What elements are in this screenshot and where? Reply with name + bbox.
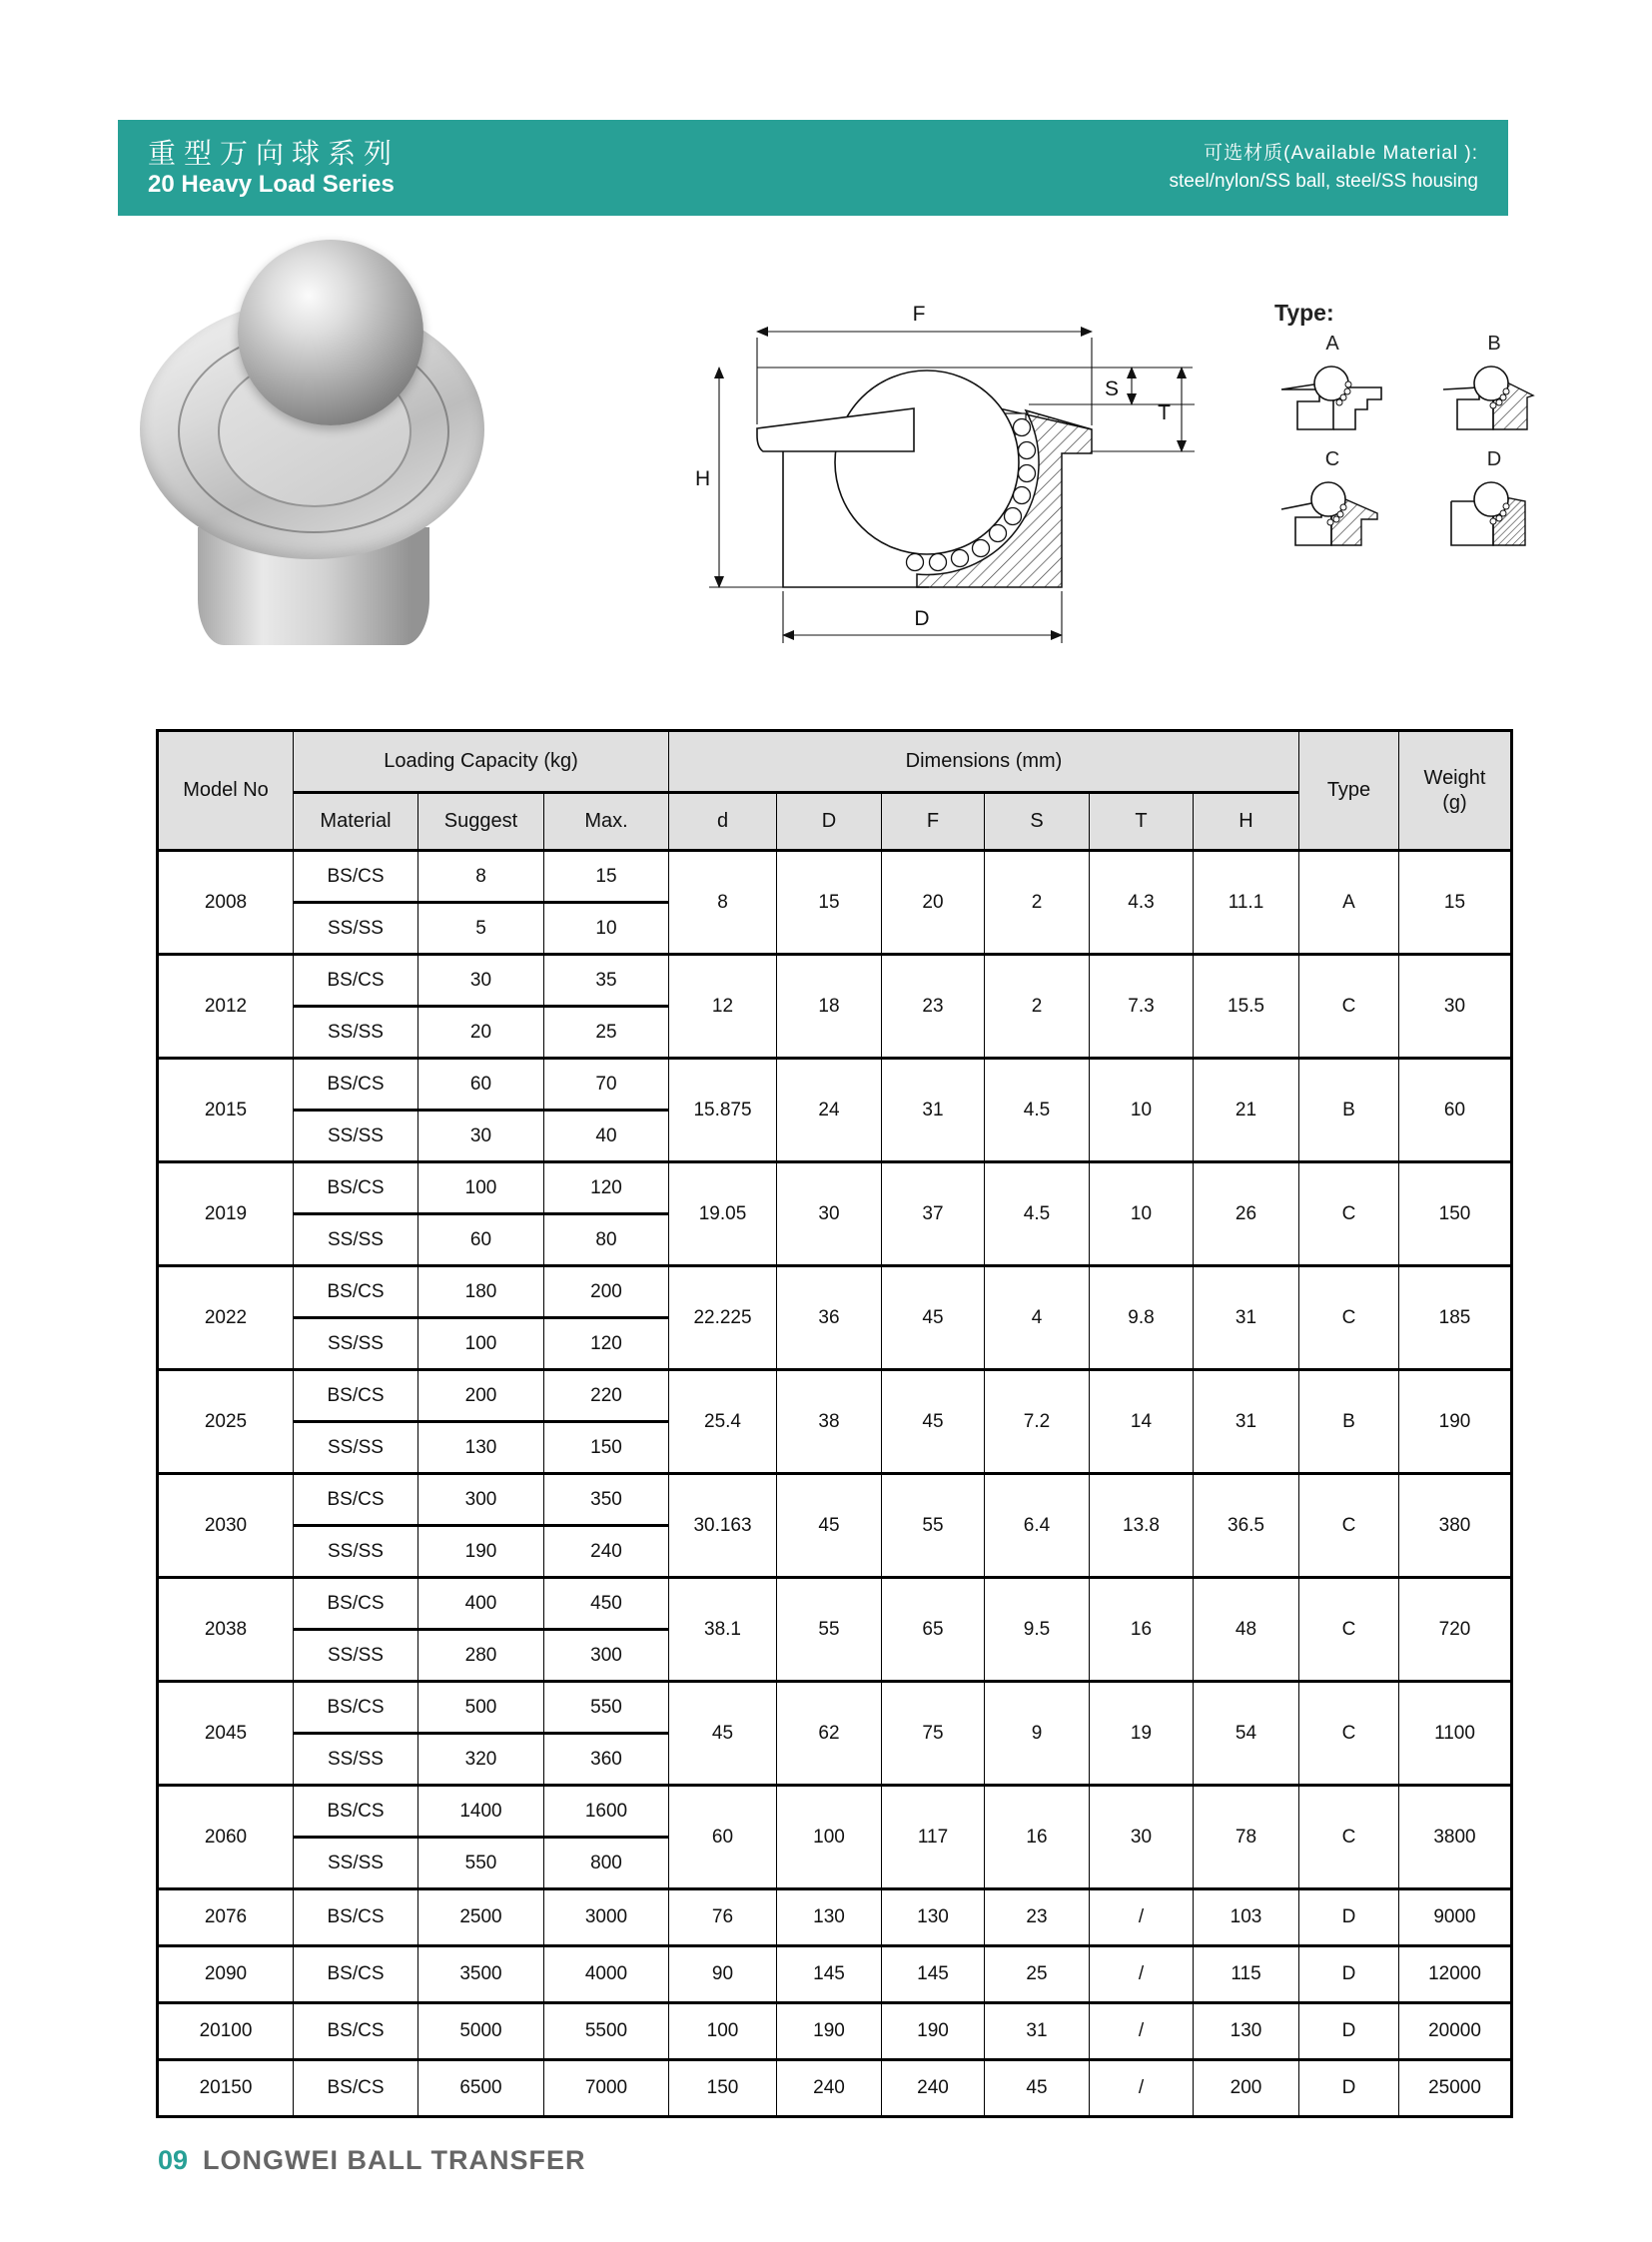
spec-table-head — [158, 731, 1512, 851]
table-row — [158, 1474, 1512, 1526]
max-cell: 120 — [544, 1162, 669, 1214]
suggest-cell: 400 — [418, 1578, 544, 1630]
weight-cell: 190 — [1399, 1370, 1512, 1474]
suggest-cell: 180 — [418, 1266, 544, 1318]
table-row — [158, 2060, 1512, 2117]
dim-cell-D: 30 — [777, 1162, 882, 1266]
type-a-label: A — [1325, 333, 1339, 355]
dim-cell-H: 54 — [1194, 1682, 1299, 1786]
type-cell: D — [1299, 2060, 1399, 2117]
dim-cell-S: 31 — [985, 2003, 1090, 2060]
max-cell: 150 — [544, 1422, 669, 1474]
max-cell: 4000 — [544, 1946, 669, 2003]
photo-ball — [238, 240, 423, 425]
table-row — [158, 1370, 1512, 1422]
dim-cell-F: 23 — [882, 955, 985, 1059]
max-cell: 800 — [544, 1838, 669, 1889]
material-cell: SS/SS — [294, 1007, 418, 1059]
type-c-cell — [1260, 448, 1404, 554]
page-number: 09 — [158, 2145, 189, 2175]
weight-cell: 3800 — [1399, 1786, 1512, 1889]
dim-cell-F: 145 — [882, 1946, 985, 2003]
col-header-loading-capacity: Loading Capacity (kg) — [294, 731, 669, 793]
type-cell: C — [1299, 1474, 1399, 1578]
material-cell: SS/SS — [294, 1526, 418, 1578]
dim-cell-S: 6.4 — [985, 1474, 1090, 1578]
suggest-cell: 550 — [418, 1838, 544, 1889]
suggest-cell: 300 — [418, 1474, 544, 1526]
dim-cell-d: 100 — [669, 2003, 777, 2060]
dim-cell-T: 30 — [1090, 1786, 1194, 1889]
max-cell: 240 — [544, 1526, 669, 1578]
type-cell: C — [1299, 1266, 1399, 1370]
dim-cell-d: 8 — [669, 851, 777, 955]
dim-cell-H: 26 — [1194, 1162, 1299, 1266]
suggest-cell: 1400 — [418, 1786, 544, 1838]
col-header-dim-H: H — [1194, 793, 1299, 851]
dim-cell-T: 19 — [1090, 1682, 1194, 1786]
type-a-cell — [1260, 333, 1404, 438]
dim-cell-S: 4 — [985, 1266, 1090, 1370]
suggest-cell: 60 — [418, 1059, 544, 1111]
table-row — [158, 1682, 1512, 1734]
col-header-suggest: Suggest — [418, 793, 544, 851]
material-cell: SS/SS — [294, 1111, 418, 1162]
col-header-dim-D: D — [777, 793, 882, 851]
table-row — [158, 1946, 1512, 2003]
type-cell: C — [1299, 1682, 1399, 1786]
material-cell: BS/CS — [294, 851, 418, 903]
model-cell: 20150 — [158, 2060, 294, 2117]
col-header-dim-d: d — [669, 793, 777, 851]
type-cell: C — [1299, 955, 1399, 1059]
type-grid — [1260, 333, 1566, 554]
material-cell: BS/CS — [294, 955, 418, 1007]
suggest-cell: 320 — [418, 1734, 544, 1786]
dim-cell-H: 115 — [1194, 1946, 1299, 2003]
type-d-diagram — [1435, 473, 1553, 549]
weight-cell: 20000 — [1399, 2003, 1512, 2060]
max-cell: 80 — [544, 1214, 669, 1266]
max-cell: 300 — [544, 1630, 669, 1682]
model-cell: 2019 — [158, 1162, 294, 1266]
model-cell: 20100 — [158, 2003, 294, 2060]
dim-cell-H: 48 — [1194, 1578, 1299, 1682]
dim-cell-d: 90 — [669, 1946, 777, 2003]
product-photo — [140, 228, 484, 652]
max-cell: 200 — [544, 1266, 669, 1318]
material-cell: BS/CS — [294, 1474, 418, 1526]
type-c-diagram — [1273, 473, 1391, 549]
dim-label-h: H — [695, 467, 711, 490]
max-cell: 70 — [544, 1059, 669, 1111]
max-cell: 35 — [544, 955, 669, 1007]
dim-label-s: S — [1104, 377, 1119, 400]
series-title-zh: 重型万向球系列 — [148, 138, 401, 170]
dim-label-d: D — [914, 607, 930, 630]
weight-cell: 9000 — [1399, 1889, 1512, 1946]
dim-cell-S: 7.2 — [985, 1370, 1090, 1474]
model-cell: 2076 — [158, 1889, 294, 1946]
model-cell: 2060 — [158, 1786, 294, 1889]
dim-cell-D: 24 — [777, 1059, 882, 1162]
material-cell: BS/CS — [294, 1786, 418, 1838]
material-cell: BS/CS — [294, 2003, 418, 2060]
table-row — [158, 1059, 1512, 1111]
dim-label-f: F — [912, 303, 926, 326]
material-cell: SS/SS — [294, 1318, 418, 1370]
dim-cell-d: 22.225 — [669, 1266, 777, 1370]
weight-cell: 12000 — [1399, 1946, 1512, 2003]
dim-cell-H: 130 — [1194, 2003, 1299, 2060]
dim-cell-D: 145 — [777, 1946, 882, 2003]
brand-name: LONGWEI BALL TRANSFER — [203, 2145, 586, 2175]
dim-cell-D: 45 — [777, 1474, 882, 1578]
weight-cell: 25000 — [1399, 2060, 1512, 2117]
model-cell: 2090 — [158, 1946, 294, 2003]
dim-cell-S: 9.5 — [985, 1578, 1090, 1682]
dim-cell-H: 200 — [1194, 2060, 1299, 2117]
series-titles — [148, 136, 400, 200]
dim-cell-H: 36.5 — [1194, 1474, 1299, 1578]
dim-cell-T: 14 — [1090, 1370, 1194, 1474]
weight-cell: 720 — [1399, 1578, 1512, 1682]
dim-cell-T: 13.8 — [1090, 1474, 1194, 1578]
material-cell: SS/SS — [294, 903, 418, 955]
table-row — [158, 851, 1512, 903]
max-cell: 3000 — [544, 1889, 669, 1946]
table-row — [158, 955, 1512, 1007]
model-cell: 2015 — [158, 1059, 294, 1162]
dim-cell-D: 36 — [777, 1266, 882, 1370]
weight-cell: 30 — [1399, 955, 1512, 1059]
dim-cell-F: 45 — [882, 1370, 985, 1474]
dim-cell-S: 25 — [985, 1946, 1090, 2003]
dim-cell-D: 38 — [777, 1370, 882, 1474]
type-cell: A — [1299, 851, 1399, 955]
material-cell: SS/SS — [294, 1734, 418, 1786]
available-material-label: 可选材质(Available Material ): — [1204, 143, 1478, 165]
suggest-cell: 500 — [418, 1682, 544, 1734]
material-cell: BS/CS — [294, 2060, 418, 2117]
suggest-cell: 100 — [418, 1162, 544, 1214]
suggest-cell: 200 — [418, 1370, 544, 1422]
model-cell: 2045 — [158, 1682, 294, 1786]
dim-cell-H: 31 — [1194, 1370, 1299, 1474]
suggest-cell: 8 — [418, 851, 544, 903]
dim-cell-d: 25.4 — [669, 1370, 777, 1474]
dim-cell-H: 78 — [1194, 1786, 1299, 1889]
suggest-cell: 6500 — [418, 2060, 544, 2117]
dim-cell-S: 2 — [985, 851, 1090, 955]
dim-cell-D: 55 — [777, 1578, 882, 1682]
dim-cell-d: 60 — [669, 1786, 777, 1889]
max-cell: 7000 — [544, 2060, 669, 2117]
dim-cell-d: 19.05 — [669, 1162, 777, 1266]
col-header-type: Type — [1299, 731, 1399, 851]
dim-cell-F: 117 — [882, 1786, 985, 1889]
left-flange-outline — [757, 408, 914, 451]
model-cell: 2030 — [158, 1474, 294, 1578]
suggest-cell: 280 — [418, 1630, 544, 1682]
material-cell: BS/CS — [294, 1682, 418, 1734]
table-row — [158, 1578, 1512, 1630]
material-cell: SS/SS — [294, 1214, 418, 1266]
suggest-cell: 100 — [418, 1318, 544, 1370]
dim-cell-d: 150 — [669, 2060, 777, 2117]
suggest-cell: 2500 — [418, 1889, 544, 1946]
suggest-cell: 3500 — [418, 1946, 544, 2003]
dim-cell-D: 130 — [777, 1889, 882, 1946]
dim-cell-F: 190 — [882, 2003, 985, 2060]
dim-cell-T: 4.3 — [1090, 851, 1194, 955]
table-row — [158, 1162, 1512, 1214]
available-material-value: steel/nylon/SS ball, steel/SS housing — [1169, 170, 1478, 192]
dim-cell-F: 45 — [882, 1266, 985, 1370]
suggest-cell: 30 — [418, 1111, 544, 1162]
col-header-dimensions: Dimensions (mm) — [669, 731, 1299, 793]
table-row — [158, 2003, 1512, 2060]
max-cell: 360 — [544, 1734, 669, 1786]
dim-cell-H: 31 — [1194, 1266, 1299, 1370]
col-header-dim-T: T — [1090, 793, 1194, 851]
material-cell: BS/CS — [294, 1578, 418, 1630]
dim-cell-d: 15.875 — [669, 1059, 777, 1162]
dim-cell-S: 4.5 — [985, 1059, 1090, 1162]
suggest-cell: 60 — [418, 1214, 544, 1266]
spec-table-body — [158, 851, 1512, 2117]
max-cell: 1600 — [544, 1786, 669, 1838]
weight-cell: 185 — [1399, 1266, 1512, 1370]
weight-cell: 380 — [1399, 1474, 1512, 1578]
type-d-label: D — [1486, 448, 1502, 470]
max-cell: 350 — [544, 1474, 669, 1526]
series-title-en: 20 Heavy Load Series — [148, 171, 395, 199]
table-row — [158, 1266, 1512, 1318]
dim-cell-d: 45 — [669, 1682, 777, 1786]
dim-cell-D: 190 — [777, 2003, 882, 2060]
type-b-cell — [1422, 333, 1566, 438]
dim-cell-d: 76 — [669, 1889, 777, 1946]
type-cell: C — [1299, 1162, 1399, 1266]
model-cell: 2008 — [158, 851, 294, 955]
dim-cell-d: 38.1 — [669, 1578, 777, 1682]
series-header-band — [118, 120, 1508, 216]
type-cell: D — [1299, 1946, 1399, 2003]
dim-cell-d: 30.163 — [669, 1474, 777, 1578]
max-cell: 120 — [544, 1318, 669, 1370]
type-a-diagram — [1273, 358, 1391, 433]
model-cell: 2025 — [158, 1370, 294, 1474]
weight-cell: 60 — [1399, 1059, 1512, 1162]
spec-table — [156, 729, 1513, 2118]
dim-cell-S: 23 — [985, 1889, 1090, 1946]
model-cell: 2012 — [158, 955, 294, 1059]
dim-cell-F: 130 — [882, 1889, 985, 1946]
suggest-cell: 130 — [418, 1422, 544, 1474]
dim-cell-F: 65 — [882, 1578, 985, 1682]
dim-cell-T: 16 — [1090, 1578, 1194, 1682]
suggest-cell: 30 — [418, 955, 544, 1007]
dim-cell-F: 37 — [882, 1162, 985, 1266]
type-cell: D — [1299, 1889, 1399, 1946]
col-header-weight: Weight (g) — [1399, 731, 1512, 851]
weight-cell: 15 — [1399, 851, 1512, 955]
max-cell: 10 — [544, 903, 669, 955]
weight-cell: 1100 — [1399, 1682, 1512, 1786]
dim-cell-S: 16 — [985, 1786, 1090, 1889]
col-header-dim-S: S — [985, 793, 1090, 851]
dim-cell-D: 100 — [777, 1786, 882, 1889]
cross-section-drawing — [677, 268, 1217, 672]
dim-cell-T: / — [1090, 2003, 1194, 2060]
main-ball-outline — [835, 371, 1019, 554]
dim-cell-S: 45 — [985, 2060, 1090, 2117]
type-section — [1260, 300, 1566, 554]
dim-cell-T: 7.3 — [1090, 955, 1194, 1059]
dim-cell-T: / — [1090, 1889, 1194, 1946]
table-row — [158, 1786, 1512, 1838]
material-cell: BS/CS — [294, 1370, 418, 1422]
material-cell: BS/CS — [294, 1162, 418, 1214]
material-cell: SS/SS — [294, 1630, 418, 1682]
type-cell: C — [1299, 1786, 1399, 1889]
material-cell: BS/CS — [294, 1059, 418, 1111]
dim-cell-H: 103 — [1194, 1889, 1299, 1946]
type-d-cell — [1422, 448, 1566, 554]
dim-cell-T: / — [1090, 1946, 1194, 2003]
weight-cell: 150 — [1399, 1162, 1512, 1266]
dim-cell-D: 240 — [777, 2060, 882, 2117]
type-c-label: C — [1324, 448, 1340, 470]
max-cell: 40 — [544, 1111, 669, 1162]
available-material — [1170, 140, 1478, 195]
suggest-cell: 5000 — [418, 2003, 544, 2060]
dim-cell-T: 10 — [1090, 1059, 1194, 1162]
dim-cell-T: 9.8 — [1090, 1266, 1194, 1370]
max-cell: 15 — [544, 851, 669, 903]
dim-cell-D: 62 — [777, 1682, 882, 1786]
max-cell: 5500 — [544, 2003, 669, 2060]
dim-cell-S: 9 — [985, 1682, 1090, 1786]
dim-cell-d: 12 — [669, 955, 777, 1059]
col-header-max: Max. — [544, 793, 669, 851]
dim-cell-D: 15 — [777, 851, 882, 955]
col-header-material: Material — [294, 793, 418, 851]
type-cell: B — [1299, 1059, 1399, 1162]
type-b-diagram — [1435, 358, 1553, 433]
type-heading: Type: — [1274, 300, 1334, 326]
model-cell: 2022 — [158, 1266, 294, 1370]
max-cell: 220 — [544, 1370, 669, 1422]
type-cell: C — [1299, 1578, 1399, 1682]
dim-cell-T: / — [1090, 2060, 1194, 2117]
col-header-model: Model No — [158, 731, 294, 851]
suggest-cell: 5 — [418, 903, 544, 955]
dim-cell-F: 240 — [882, 2060, 985, 2117]
material-cell: BS/CS — [294, 1266, 418, 1318]
dim-cell-H: 21 — [1194, 1059, 1299, 1162]
dim-cell-F: 55 — [882, 1474, 985, 1578]
dim-label-t: T — [1158, 401, 1171, 424]
material-cell: SS/SS — [294, 1422, 418, 1474]
max-cell: 25 — [544, 1007, 669, 1059]
model-cell: 2038 — [158, 1578, 294, 1682]
material-cell: BS/CS — [294, 1946, 418, 2003]
dim-cell-D: 18 — [777, 955, 882, 1059]
dim-cell-H: 11.1 — [1194, 851, 1299, 955]
dim-cell-F: 31 — [882, 1059, 985, 1162]
table-row — [158, 1889, 1512, 1946]
type-cell: D — [1299, 2003, 1399, 2060]
type-cell: B — [1299, 1370, 1399, 1474]
dim-cell-H: 15.5 — [1194, 955, 1299, 1059]
dim-cell-F: 20 — [882, 851, 985, 955]
max-cell: 550 — [544, 1682, 669, 1734]
dim-cell-S: 2 — [985, 955, 1090, 1059]
type-b-label: B — [1487, 333, 1501, 355]
suggest-cell: 20 — [418, 1007, 544, 1059]
dim-cell-S: 4.5 — [985, 1162, 1090, 1266]
material-cell: SS/SS — [294, 1838, 418, 1889]
material-cell: BS/CS — [294, 1889, 418, 1946]
col-header-dim-F: F — [882, 793, 985, 851]
suggest-cell: 190 — [418, 1526, 544, 1578]
page-footer — [158, 2145, 586, 2176]
max-cell: 450 — [544, 1578, 669, 1630]
dim-cell-F: 75 — [882, 1682, 985, 1786]
dim-cell-T: 10 — [1090, 1162, 1194, 1266]
